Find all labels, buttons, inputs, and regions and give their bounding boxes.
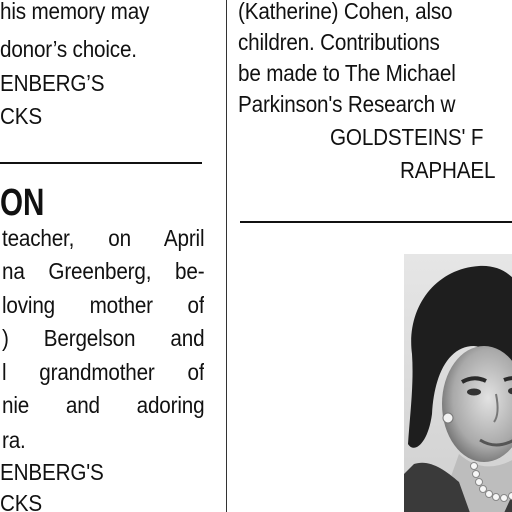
portrait-image [404, 254, 512, 512]
body-line: loving mother of [2, 292, 204, 318]
funeral-home-line: CKS [0, 490, 43, 512]
text-line: be made to The Michael [238, 60, 456, 86]
funeral-home-line: GOLDSTEINS' F [330, 124, 484, 150]
body-line: nie and adoring [2, 392, 204, 418]
left-column [0, 0, 204, 512]
body-line: na Greenberg, be- [2, 258, 204, 284]
funeral-home-line: ENBERG'S [0, 459, 104, 485]
text-line: Parkinson's Research w [238, 91, 456, 117]
body-line: ra. [2, 427, 26, 453]
text-line: children. Contributions [238, 29, 440, 55]
column-divider [226, 0, 227, 512]
right-column [238, 0, 512, 512]
body-line: teacher, on April [2, 225, 204, 251]
portrait-photo [404, 254, 512, 512]
funeral-home-line: ENBERG’S [0, 70, 105, 96]
funeral-home-line: RAPHAEL [400, 157, 496, 183]
section-divider [0, 162, 202, 164]
funeral-home-line: CKS [0, 103, 43, 129]
text-line: donor’s choice. [0, 36, 137, 62]
text-line: his memory may [0, 0, 150, 24]
obituary-name-heading: ON [0, 182, 45, 224]
body-line: l grandmother of [2, 359, 204, 385]
text-line: (Katherine) Cohen, also [238, 0, 453, 24]
body-line: ) Bergelson and [2, 325, 204, 351]
section-divider [240, 221, 512, 223]
